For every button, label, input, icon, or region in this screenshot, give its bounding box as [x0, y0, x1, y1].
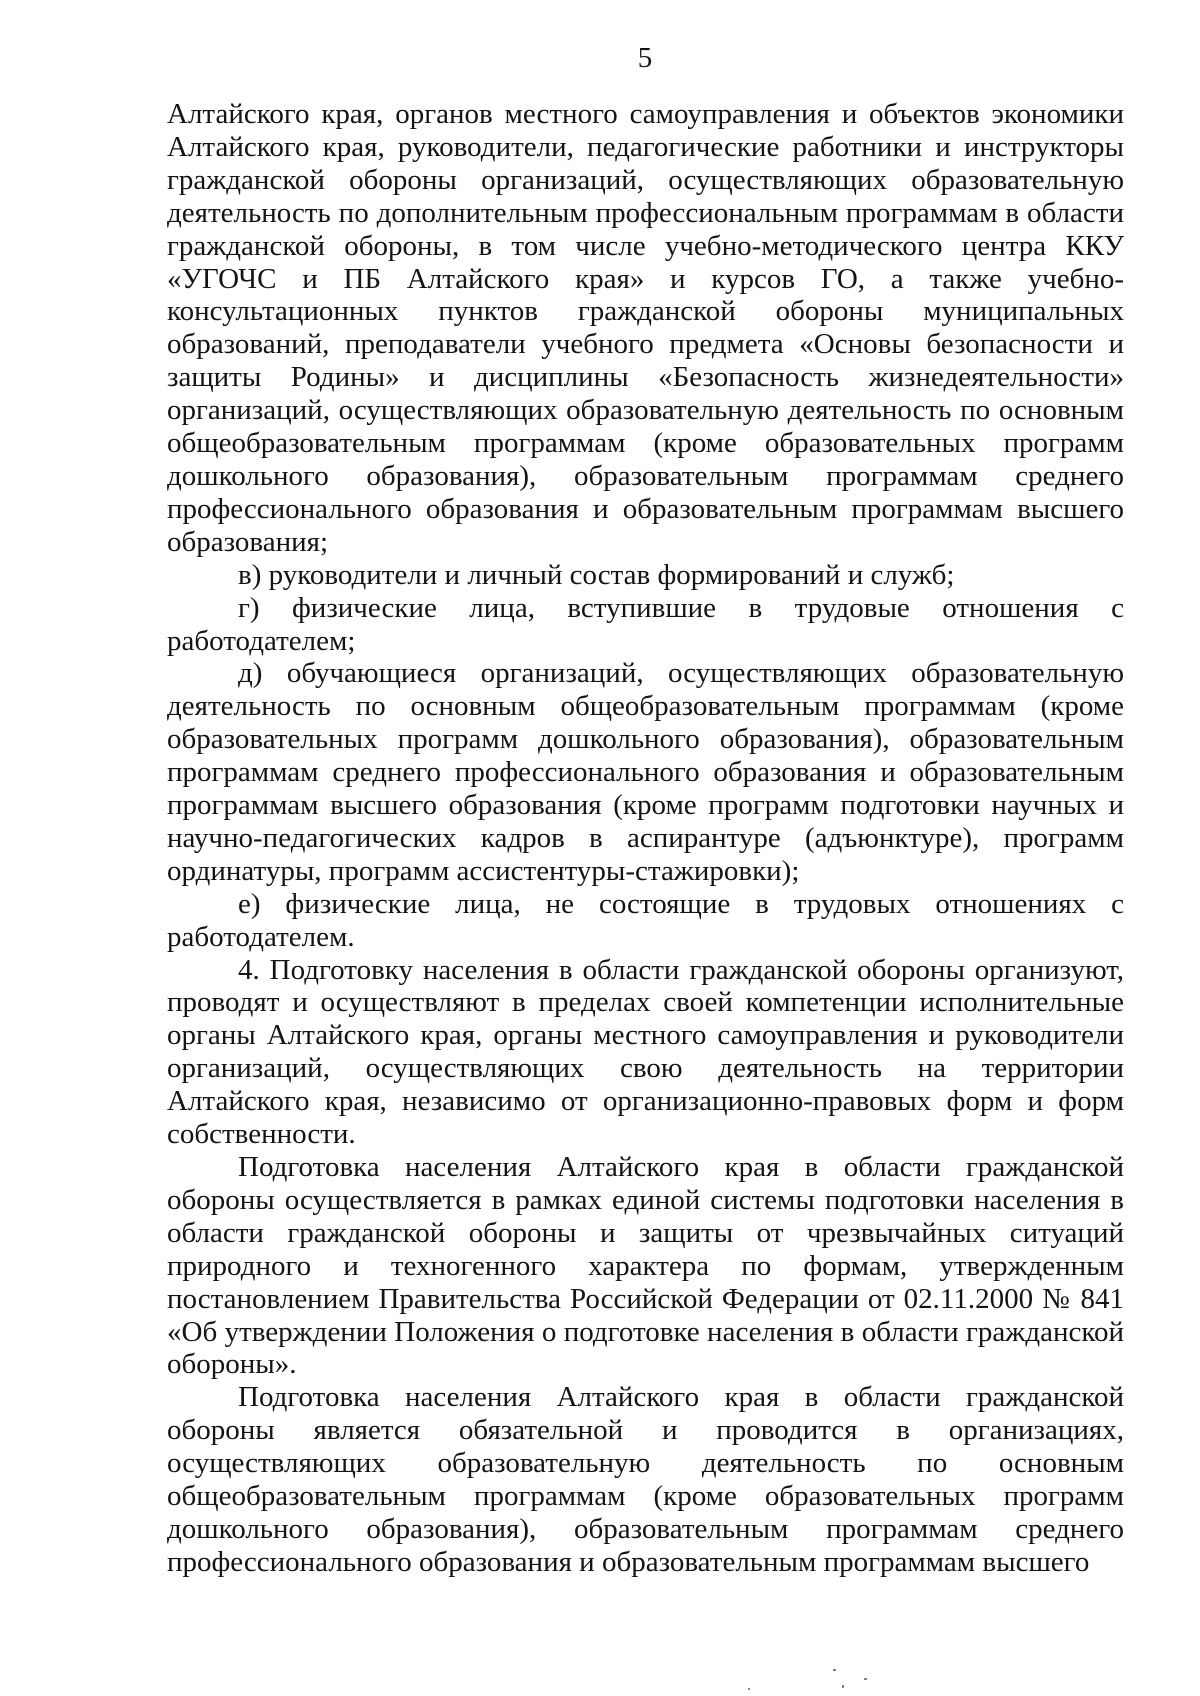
scan-speck — [842, 1685, 844, 1688]
unified-system-paragraph: Подготовка населения Алтайского края в области гражданской обороны осуществляется в рамках единой системы подготовки населения в области гражданской обороны и защиты от чрезвычайных ситуаций природного и техногенного характера по формам, утвержденным постановлением Правительства Российской Федерации от 02.11.2000 № 841 «Об утверждении Положения о подготовке населения в области гражданской обороны». — [167, 1151, 1124, 1381]
page-number: 5 — [637, 42, 653, 74]
point-4-paragraph: 4. Подготовку населения в области гражданской обороны организуют, проводят и осуществляют в пределах своей компетенции исполнительные органы Алтайского края, органы местного самоуправления и руководители организаций, осуществляющих свою деятельность на территории Алтайского края, независимо от организационно-правовых форм и форм собственности. — [167, 953, 1124, 1151]
scan-speck — [864, 1678, 867, 1680]
list-item-e: е) физические лица, не состоящие в трудовых отношениях с работодателем. — [167, 887, 1124, 953]
list-item-d: д) обучающиеся организаций, осуществляющих образовательную деятельность по основным общеобразовательным программам (кроме образовательных программ дошкольного образования), образовательным программам среднего профессионального образования и образовательным программам высшего образования (кроме программ подготовки научных и научно-педагогических кадров в аспирантуре (адъюнктуре), программ ординатуры, программ ассистентуры-стажировки); — [167, 657, 1124, 887]
continuation-paragraph: Алтайского края, органов местного самоуправления и объектов экономики Алтайского края, руководители, педагогические работники и инструкторы гражданской обороны организаций, осуществляющих образовательную деятельность по дополнительным профессиональным программам в области гражданской обороны, в том числе учебно-методического центра ККУ «УГОЧС и ПБ Алтайского края» и курсов ГО, а также учебно-консультационных пунктов гражданской обороны муниципальных образований, преподаватели учебного предмета «Основы безопасности и защиты Родины» и дисциплины «Безопасность жизнедеятельности» организаций, осуществляющих образовательную деятельность по основным общеобразовательным программам (кроме образовательных программ дошкольного образования), образовательным программам среднего профессионального образования и образовательным программам высшего образования; — [167, 98, 1124, 558]
mandatory-training-paragraph: Подготовка населения Алтайского края в области гражданской обороны является обязательной и проводится в организациях, осуществляющих образовательную деятельность по основным общеобразовательным программам (кроме образовательных программ дошкольного образования), образовательным программам среднего профессионального образования и образовательным программам высшего — [167, 1381, 1124, 1578]
scan-speck — [748, 1688, 750, 1690]
scan-speck — [833, 1669, 836, 1671]
document-body — [167, 98, 1124, 1579]
list-item-g: г) физические лица, вступившие в трудовые отношения с работодателем; — [167, 591, 1124, 657]
list-item-v: в) руководители и личный состав формирований и служб; — [238, 558, 955, 591]
